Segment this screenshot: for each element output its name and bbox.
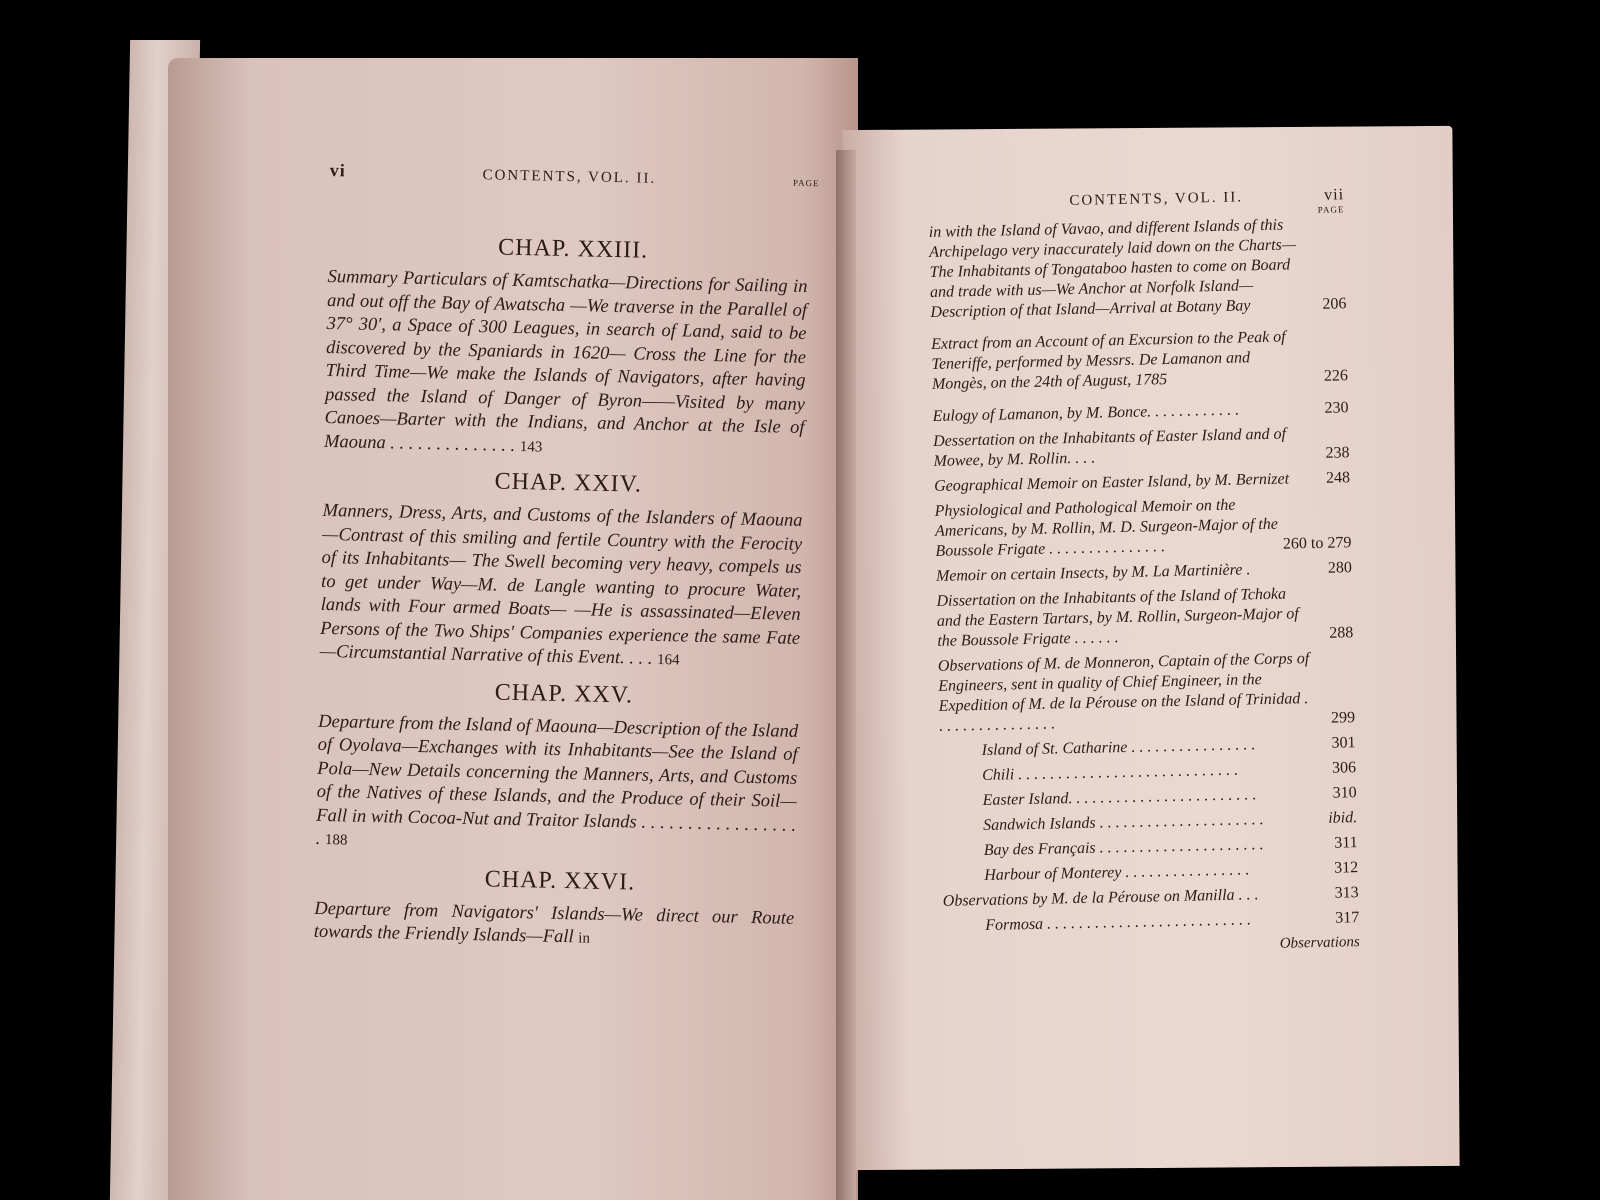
chapter-page: in [578,930,591,947]
entry-text: Eulogy of Lamanon, by M. Bonce. . . . . . . . . . . . [932,401,1240,425]
chapter-title: CHAP. XXV. [494,679,634,708]
left-page-content [313,160,820,966]
chapter-title: CHAP. XXIV. [494,468,643,498]
entry-text: Chili . . . . . . . . . . . . . . . . . . . . . . . . . . . . [981,761,1239,784]
entry-text: Dessertation on the Inhabitants of Easter Island and of Mowee, by M. Rollin. . . . [932,425,1287,470]
entry-page-number: ibid. [1328,809,1358,827]
entry-text: Easter Island. . . . . . . . . . . . . . . . . . . . . . . . [982,786,1257,809]
contents-entry [933,423,1350,472]
contents-subentry [940,758,1356,787]
entry-text: Harbour of Monterey . . . . . . . . . . . . . . . . [984,861,1250,884]
right-page-content [928,186,1360,960]
chapter-title: CHAP. XXIII. [497,234,649,264]
chapter-summary-text: Departure from the Island of Maouna—Description of the Island of Oyolava—Exchanges with its Inhabitants—See the Island of Pola—New Details concerning the Manners, Arts, and Customs of the Natives of these Islands, and the Produce of their Soil—Fall in with Cocoa-Nut and Traitor Islands . . . . . . . . . . . . . . . . . . [315,711,799,849]
entry-text: Geographical Memoir on Easter Island, by M. Bernizet [933,470,1290,495]
contents-entry [938,648,1356,737]
left-running-head: CONTENTS, VOL. II. [482,167,657,187]
entry-text: Bay des Français . . . . . . . . . . . . . . . . . . . . . [983,836,1264,859]
chapter-summary [314,897,805,955]
contents-subentry [943,908,1359,937]
entry-page-number: 299 [1330,709,1356,727]
contents-subentry [939,733,1355,762]
contents-entry [932,398,1348,427]
contents-subentry [941,808,1357,837]
chapter-page: 143 [519,438,543,456]
entry-text: Observations of M. de Monneron, Captain of the Corps of Engineers, sent in quality of Chief Engineer, in the Expedition of M. de la Pérouse on the Island of Trinidad . . . . . . . . . . . . . . . . [937,650,1310,735]
entry-page-number: 317 [1335,909,1360,927]
entry-text: Physiological and Pathological Memoir on the Americans, by M. Rollin, M. D. Surgeon-Major of the Boussole Frigate . . . . . . . . . . . . . . . [934,496,1279,560]
entry-page-number: 248 [1325,469,1351,487]
entry-text: Extract from an Account of an Excursion to the Peak of Teneriffe, performed by Messrs. De Lamanon and Mongès, on the 24th of August, 1785 [930,328,1286,393]
entry-page-number: 301 [1331,734,1356,752]
chapter-summary-text: Manners, Dress, Arts, and Customs of the Islanders of Maouna—Contrast of this smiling and fertile Country with the Ferocity of its Inhabitants— The Swell becoming very heavy, compels us to get under Way—M. de Langle wanting to procure Water, lands with Four armed Boats— —He is assassinated—Eleven Persons of the Two Ships' Companies experience the same Fate —Circumstantial Narrative of this Event. . . . [319,500,803,669]
contents-entry [931,326,1348,395]
contents-subentry [942,858,1358,887]
entry-page-number: 230 [1324,399,1349,417]
entry-page-number: 206 [1322,295,1347,313]
left-page-label: PAGE [792,177,820,189]
entry-page-number: 238 [1325,444,1350,462]
catchword: Observations [1279,934,1360,952]
contents-entry [936,583,1353,652]
entry-page-number: 288 [1329,624,1354,642]
entry-text: Formosa . . . . . . . . . . . . . . . . . . . . . . . . . . [985,911,1252,934]
entry-text: Memoir on certain Insects, by M. La Martinière . [935,561,1251,585]
chapter-summary [319,500,812,676]
entry-page-number: 310 [1332,784,1357,802]
right-running-head: CONTENTS, VOL. II. [1069,189,1244,210]
book-gutter [836,150,856,1200]
contents-subentry [942,833,1358,862]
entry-text: Sandwich Islands . . . . . . . . . . . . . . . . . . . . . [983,811,1264,834]
chapter-summary-text: Summary Particulars of Kamtschatka—Directions for Sailing in and out off the Bay of Awatscha —We traverse in the Parallel of 37° 30′, a Space of 300 Leagues, in search of Land, said to be discovered by the Spaniards in 1620— Cross the Line for the Third Time—We make the Islands of Navigators, after having passed the Island of Danger of Byron——Visited by many Canoes—Barter with the Indians, and Anchor at the Isle of Maouna . . . . . . . . . . . . . . [323,266,808,456]
contents-entries [929,214,1360,937]
entry-text: Observations by M. de la Pérouse on Manilla . . . [942,886,1259,910]
entry-page-number: 312 [1334,859,1359,877]
right-page-label: PAGE [1317,204,1345,215]
entry-page-number: 306 [1331,759,1357,777]
contents-entry [934,468,1350,497]
contents-entry [929,214,1347,323]
entry-text: Dissertation on the Inhabitants of the Island of Tchoka and the Eastern Tartars, by M. Rollin, Surgeon-Major of the Boussole Frigate . . . . . . [936,585,1299,650]
chapter-summary [324,266,818,465]
entry-page-number: 313 [1334,884,1359,902]
entry-page-number: 260 to 279 [1282,534,1352,553]
entry-page-number: 226 [1323,367,1349,385]
contents-entry [936,558,1352,587]
contents-entry [934,493,1351,562]
chapter-page: 188 [324,832,348,849]
contents-entry [943,883,1359,912]
entry-page-number: 311 [1334,834,1358,852]
contents-subentry [941,783,1357,812]
entry-text: Island of St. Catharine . . . . . . . . . . . . . . . . [981,736,1256,759]
chapter-title: CHAP. XXVI. [484,865,636,896]
right-page-number: vii [1324,186,1345,204]
chapter-page: 164 [656,651,680,669]
entry-text: in with the Island of Vavao, and different Islands of this Archipelago very inaccurately laid down on the Charts—The Inhabitants of Tongataboo hasten to come on Board and trade with us—We Anchor at Norfolk Island—Description of that Island—Arrival at Botany Bay [928,216,1297,321]
chapter-summary-text: Departure from Navigators' Islands—We direct our Route towards the Friendly Islands—Fall [313,898,795,948]
chapter-summary [315,710,808,862]
left-page-number: vi [329,160,347,181]
entry-page-number: 280 [1327,559,1353,577]
